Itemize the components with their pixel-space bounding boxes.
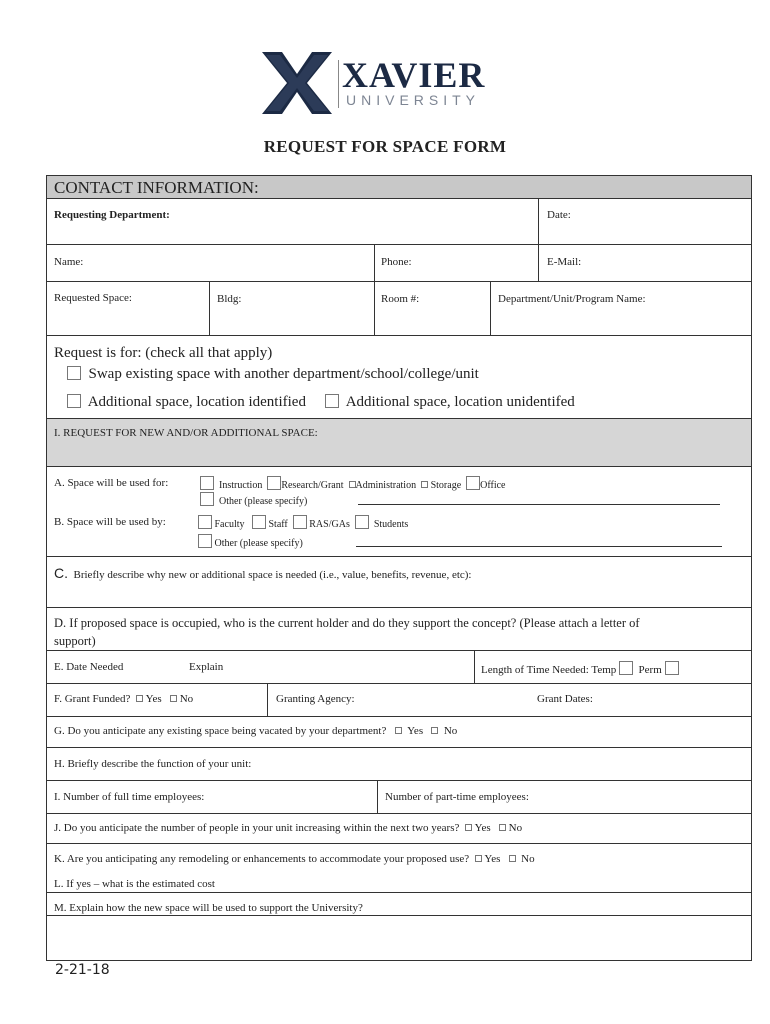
j-yes-label: Yes — [474, 822, 491, 834]
f-yes-label: Yes — [145, 693, 162, 705]
b-label: B. Space will be used by: — [54, 516, 166, 528]
b-other-label: Other (please specify) — [214, 538, 303, 549]
instruction-label: Instruction — [219, 480, 263, 491]
k-no-label: No — [521, 853, 535, 865]
a-other-checkbox[interactable] — [200, 492, 214, 506]
perm-checkbox[interactable] — [665, 661, 679, 675]
c-letter: C. — [54, 565, 68, 581]
date-label: Date: — [547, 209, 571, 221]
students-checkbox[interactable] — [355, 515, 369, 529]
k-no-checkbox[interactable] — [509, 855, 516, 862]
faculty-checkbox[interactable] — [198, 515, 212, 529]
k-text: K. Are you anticipating any remodeling or enhancements to accommodate your proposed use? — [54, 853, 470, 865]
f-no-label: No — [179, 693, 194, 705]
e-length-label: Length of Time Needed: Temp — [481, 664, 617, 676]
l-text: L. If yes – what is the estimated cost — [54, 878, 215, 890]
h-text: H. Briefly describe the function of your unit: — [54, 758, 252, 770]
research-checkbox[interactable] — [267, 476, 281, 490]
e-explain: Explain — [189, 661, 224, 673]
c-text: Briefly describe why new or additional space is needed (i.e., value, benefits, revenue, etc): — [73, 569, 472, 581]
i-full: I. Number of full time employees: — [54, 791, 205, 803]
j-text: J. Do you anticipate the number of people in your unit increasing within the next two years? — [54, 822, 460, 834]
requesting-department-label: Requesting Department: — [54, 209, 170, 221]
a-other — [200, 492, 307, 507]
section-one-heading: I. REQUEST FOR NEW AND/OR ADDITIONAL SPACE: — [54, 427, 318, 439]
g-yes-checkbox[interactable] — [395, 727, 402, 734]
students-label: Students — [373, 519, 409, 530]
perm-label: Perm — [638, 664, 662, 676]
b-other — [198, 534, 303, 549]
a-other-blank[interactable] — [358, 504, 720, 505]
g-yes-label: Yes — [407, 725, 424, 737]
f-yes-checkbox[interactable] — [136, 695, 143, 702]
k-row — [54, 853, 535, 865]
c-row — [54, 565, 471, 581]
b-other-blank[interactable] — [356, 546, 722, 547]
g-row — [54, 725, 457, 737]
room-label: Room #: — [381, 293, 420, 305]
temp-checkbox[interactable] — [619, 661, 633, 675]
x-emblem-icon — [262, 52, 332, 114]
j-yes-checkbox[interactable] — [465, 824, 472, 831]
b-options — [198, 515, 408, 530]
option-swap-label: Swap existing space with another department/school/college/unit — [88, 366, 479, 382]
dept-unit-label: Department/Unit/Program Name: — [498, 293, 646, 305]
contact-header: CONTACT INFORMATION: — [54, 178, 259, 197]
d-text-1: D. If proposed space is occupied, who is the current holder and do they support the concept? (Please attach a letter of — [54, 616, 640, 630]
e-length — [481, 661, 679, 676]
g-no-checkbox[interactable] — [431, 727, 438, 734]
storage-label: Storage — [430, 480, 462, 491]
admin-label: Administration — [355, 480, 417, 491]
option-identified[interactable] — [67, 394, 306, 411]
logo-wordmark: XAVIER — [342, 55, 486, 95]
i-part: Number of part-time employees: — [385, 791, 529, 803]
f-dates: Grant Dates: — [537, 693, 593, 705]
logo-subline: UNIVERSITY — [346, 92, 481, 108]
email-label: E-Mail: — [547, 256, 582, 268]
bldg-label: Bldg: — [217, 293, 242, 305]
f-agency: Granting Agency: — [276, 693, 355, 705]
a-options — [200, 476, 506, 491]
j-no-checkbox[interactable] — [499, 824, 506, 831]
option-swap[interactable] — [67, 366, 479, 383]
requested-space-label: Requested Space: — [54, 292, 132, 304]
request-form — [46, 175, 752, 961]
request-for-label: Request is for: (check all that apply) — [54, 345, 273, 361]
option-identified-label: Additional space, location identified — [87, 394, 306, 410]
admin-checkbox[interactable] — [349, 481, 356, 488]
storage-checkbox[interactable] — [421, 481, 428, 488]
option-unidentified-label: Additional space, location unidentifed — [345, 394, 575, 410]
office-label: Office — [480, 480, 506, 491]
footer-date: 2-21-18 — [55, 962, 110, 978]
identified-checkbox[interactable] — [67, 394, 81, 408]
a-label: A. Space will be used for: — [54, 477, 169, 489]
form-title: REQUEST FOR SPACE FORM — [263, 137, 507, 156]
m-text: M. Explain how the new space will be used to support the University? — [54, 902, 363, 914]
k-yes-checkbox[interactable] — [475, 855, 482, 862]
b-other-checkbox[interactable] — [198, 534, 212, 548]
j-row — [54, 822, 522, 834]
research-label: Research/Grant — [281, 480, 344, 491]
ras-label: RAS/GAs — [309, 519, 350, 530]
xavier-logo — [262, 52, 512, 114]
phone-label: Phone: — [381, 256, 412, 268]
option-unidentified[interactable] — [325, 394, 575, 411]
swap-checkbox[interactable] — [67, 366, 81, 380]
name-label: Name: — [54, 256, 84, 268]
ras-checkbox[interactable] — [293, 515, 307, 529]
g-text: G. Do you anticipate any existing space being vacated by your department? — [54, 725, 387, 737]
staff-checkbox[interactable] — [252, 515, 266, 529]
f-label: F. Grant Funded? — [54, 693, 131, 705]
staff-label: Staff — [268, 519, 288, 530]
instruction-checkbox[interactable] — [200, 476, 214, 490]
unidentified-checkbox[interactable] — [325, 394, 339, 408]
f-row — [54, 693, 193, 705]
g-no-label: No — [443, 725, 458, 737]
office-checkbox[interactable] — [466, 476, 480, 490]
faculty-label: Faculty — [214, 519, 245, 530]
f-no-checkbox[interactable] — [170, 695, 177, 702]
d-text-2: support) — [54, 634, 96, 648]
e-label: E. Date Needed — [54, 661, 124, 673]
k-yes-label: Yes — [484, 853, 501, 865]
a-other-label: Other (please specify) — [219, 496, 308, 507]
j-no-label: No — [508, 822, 523, 834]
